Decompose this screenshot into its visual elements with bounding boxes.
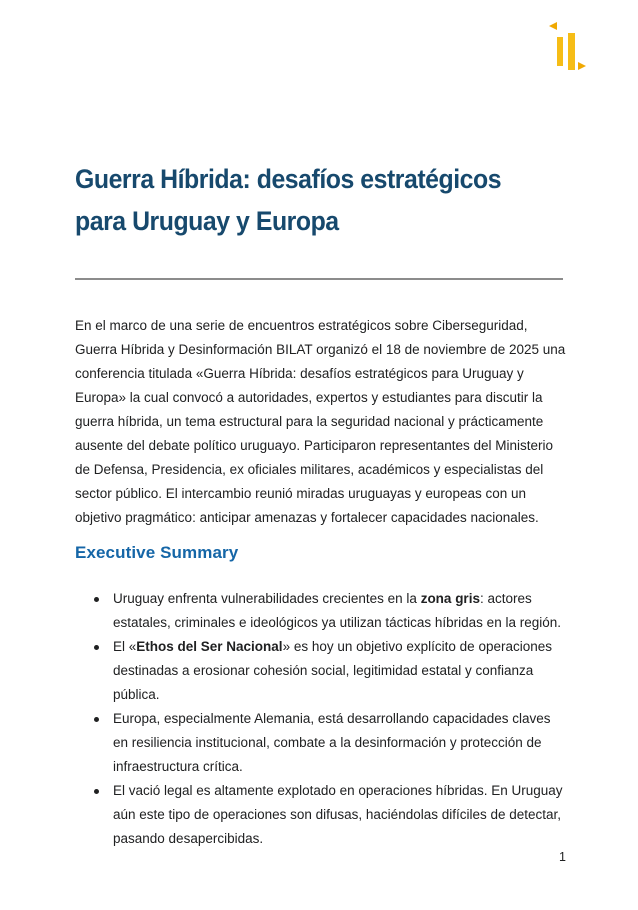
list-item (75, 587, 567, 635)
bullet-icon (94, 717, 99, 722)
list-item (75, 635, 567, 707)
list-item-text: » es hoy un objetivo explícito de operaciones destinadas a erosionar cohesión social, legitimidad estatal y confianza pública. (113, 639, 552, 702)
list-item-bold-text: zona gris (420, 591, 480, 606)
document-title-line1: Guerra Híbrida: desafíos estratégicos (75, 164, 502, 194)
list-item-bold-text: Ethos del Ser Nacional (136, 639, 283, 654)
intro-paragraph: En el marco de una serie de encuentros estratégicos sobre Ciberseguridad, Guerra Híbrida y Desinformación BILAT organizó el 18 de noviembre de 2025 una conferencia titulada «Guerra Híbrida: desafíos estratégicos para Uruguay y Europa» la cual convocó a autoridades, expertos y estudiantes para discutir la guerra híbrida, un tema estructural para la seguridad nacional y prácticamente ausente del debate político uruguayo. Participaron representantes del Ministerio de Defensa, Presidencia, ex oficiales militares, académicos y especialistas del sector público. El intercambio reunió miradas uruguayas y europeas con un objetivo pragmático: anticipar amenazas y fortalecer capacidades nacionales. (75, 318, 566, 525)
bullet-icon (94, 789, 99, 794)
list-item (75, 779, 567, 851)
logo-triangle-left-icon (549, 22, 557, 30)
list-item-text: El vació legal es altamente explotado en operaciones híbridas. En Uruguay aún este tipo de operaciones son difusas, haciéndolas difíciles de detectar, pasando desapercibidas. (113, 783, 563, 846)
list-item (75, 707, 567, 779)
logo-bar-short-icon (557, 37, 563, 66)
logo-bar-tall-icon (568, 33, 575, 70)
list-item-text: Europa, especialmente Alemania, está desarrollando capacidades claves en resiliencia institucional, combate a la desinformación y protección de infraestructura crítica. (113, 711, 551, 774)
list-item-text: El « (113, 639, 137, 654)
document-title (75, 158, 544, 242)
list-item-text: Uruguay enfrenta vulnerabilidades crecientes en la (113, 591, 421, 606)
logo-triangle-right-icon (578, 62, 586, 70)
horizontal-divider (75, 278, 563, 280)
document-title-line2: para Uruguay y Europa (75, 206, 339, 236)
bilat-logo (547, 20, 585, 72)
executive-summary-list (75, 587, 567, 851)
list-item-text: : actores estatales, criminales e ideológicos ya utilizan tácticas híbridas en la región. (113, 591, 561, 630)
bullet-icon (94, 597, 99, 602)
page-number: 1 (559, 850, 566, 864)
bullet-icon (94, 645, 99, 650)
executive-summary-heading: Executive Summary (75, 543, 239, 562)
